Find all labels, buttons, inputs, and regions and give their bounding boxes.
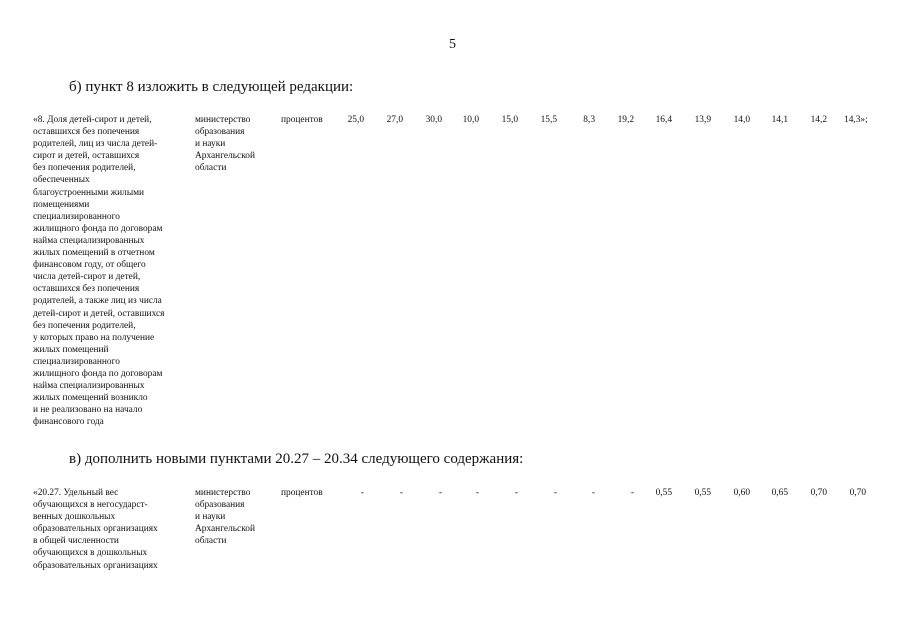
value-cell: 0,55	[655, 488, 672, 498]
value-cell: -	[630, 488, 634, 498]
value-cell: 15,0	[501, 115, 518, 125]
value-cell: 14,2	[810, 115, 827, 125]
indicator-cell: «8. Доля детей-сирот и детей, оставшихся без попечения родителей, лиц из числа детей- сирот и детей, оставшихся без попечения родителей, обеспеченных благоустроенными жилыми помещениями специализированного жилищного фонда по договорам найма специализированных жилых помещений в отчетном финансовом году, от общего числа детей-сирот и детей, оставшихся без попечения родителей, а также лиц из числа детей-сирот и детей, оставшихся без попечения родителей, у которых право на получение жилых помещений специализированного жилищного фонда по договорам найма специализированных жилых помещений возникло и не реализовано на начало финансового года	[33, 115, 165, 428]
value-cell: 0,65	[771, 488, 788, 498]
value-cell: 14,1	[771, 115, 788, 125]
value-cell: 0,55	[694, 488, 711, 498]
value-cell: 14,0	[733, 115, 750, 125]
value-cell: 19,2	[617, 115, 634, 125]
value-cell: -	[553, 488, 557, 498]
ministry-cell: министерство образования и науки Архангельской области	[195, 488, 255, 547]
indicator-cell: «20.27. Удельный вес обучающихся в негосударст- венных дошкольных образовательных организациях в общей численности обучающихся в дошкольных образовательных организациях	[33, 488, 158, 571]
value-cell: 25,0	[347, 115, 364, 125]
section-v-heading: в) дополнить новыми пунктами 20.27 – 20.34 следующего содержания:	[69, 451, 524, 467]
value-cell: 16,4	[655, 115, 672, 125]
value-cell: 27,0	[386, 115, 403, 125]
value-cell: -	[591, 488, 595, 498]
value-cell: 14,3»;	[844, 115, 868, 125]
page-number: 5	[449, 37, 456, 52]
value-cell: 8,3	[583, 115, 595, 125]
value-cell: 0,70	[849, 488, 866, 498]
ministry-cell: министерство образования и науки Архангельской области	[195, 115, 255, 174]
unit-cell: процентов	[281, 115, 323, 125]
section-b-heading: б) пункт 8 изложить в следующей редакции:	[69, 79, 354, 95]
value-cell: -	[438, 488, 442, 498]
value-cell: 30,0	[425, 115, 442, 125]
value-cell: -	[475, 488, 479, 498]
value-cell: 15,5	[540, 115, 557, 125]
value-cell: 0,70	[810, 488, 827, 498]
value-cell: 0,60	[733, 488, 750, 498]
value-cell: -	[399, 488, 403, 498]
value-cell: -	[360, 488, 364, 498]
value-cell: -	[514, 488, 518, 498]
value-cell: 13,9	[694, 115, 711, 125]
value-cell: 10,0	[462, 115, 479, 125]
unit-cell: процентов	[281, 488, 323, 498]
